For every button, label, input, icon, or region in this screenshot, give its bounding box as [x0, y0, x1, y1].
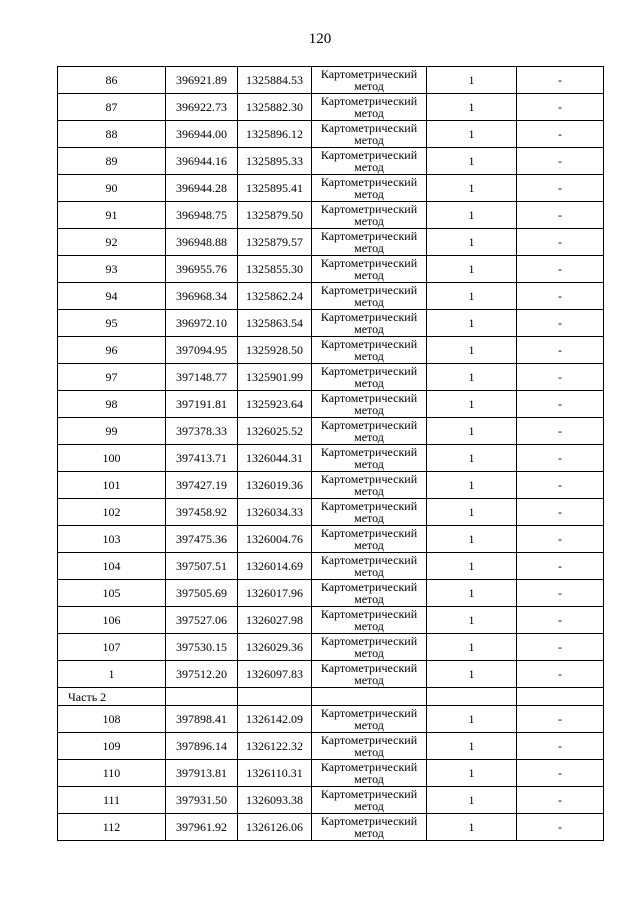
point-number-cell: 1: [58, 661, 166, 688]
method-cell: [312, 580, 427, 607]
method-cell: [312, 661, 427, 688]
description-cell: -: [517, 607, 604, 634]
method-cell: [312, 814, 427, 841]
description-cell: -: [517, 445, 604, 472]
x-coordinate-cell: 396948.88: [166, 229, 238, 256]
part-header-row: [58, 688, 604, 706]
x-coordinate-cell: 396921.89: [166, 67, 238, 94]
y-coordinate-cell: 1326025.52: [238, 418, 312, 445]
x-coordinate-cell: 397931.50: [166, 787, 238, 814]
y-coordinate-cell: 1325896.12: [238, 121, 312, 148]
table-row: [58, 148, 604, 175]
description-cell: -: [517, 706, 604, 733]
description-cell: -: [517, 760, 604, 787]
description-cell: -: [517, 283, 604, 310]
accuracy-cell: 1: [427, 445, 517, 472]
accuracy-cell: 1: [427, 148, 517, 175]
y-coordinate-cell: 1326014.69: [238, 553, 312, 580]
x-coordinate-cell: 396955.76: [166, 256, 238, 283]
method-text: Картометрический: [320, 283, 418, 297]
coordinates-table-body: [58, 67, 604, 841]
method-text: метод: [354, 79, 384, 93]
method-text: Картометрический: [320, 499, 418, 513]
y-coordinate-cell: 1326097.83: [238, 661, 312, 688]
method-text: Картометрический: [320, 787, 418, 801]
table-row: [58, 283, 604, 310]
point-number-cell: 87: [58, 94, 166, 121]
x-coordinate-cell: 397896.14: [166, 733, 238, 760]
method-text: Картометрический: [320, 229, 418, 243]
method-text: метод: [354, 160, 384, 174]
x-coordinate-cell: 397527.06: [166, 607, 238, 634]
description-cell: -: [517, 580, 604, 607]
accuracy-cell: 1: [427, 472, 517, 499]
method-text: Картометрический: [320, 634, 418, 648]
method-text: Картометрический: [320, 67, 418, 81]
point-number-cell: 88: [58, 121, 166, 148]
table-row: [58, 229, 604, 256]
x-coordinate-cell: 397961.92: [166, 814, 238, 841]
method-cell: [312, 787, 427, 814]
method-text: метод: [354, 268, 384, 282]
method-cell: [312, 733, 427, 760]
empty-cell: [517, 688, 604, 706]
empty-cell: [166, 688, 238, 706]
y-coordinate-cell: 1326034.33: [238, 499, 312, 526]
y-coordinate-cell: 1325855.30: [238, 256, 312, 283]
method-cell: [312, 706, 427, 733]
method-text: метод: [354, 826, 384, 840]
table-row: [58, 580, 604, 607]
method-text: Картометрический: [320, 310, 418, 324]
y-coordinate-cell: 1326019.36: [238, 472, 312, 499]
method-text: Картометрический: [320, 337, 418, 351]
table-row: [58, 175, 604, 202]
description-cell: -: [517, 202, 604, 229]
point-number-cell: 97: [58, 364, 166, 391]
y-coordinate-cell: 1325928.50: [238, 337, 312, 364]
method-cell: [312, 607, 427, 634]
method-cell: [312, 175, 427, 202]
x-coordinate-cell: 397378.33: [166, 418, 238, 445]
x-coordinate-cell: 396972.10: [166, 310, 238, 337]
x-coordinate-cell: 397512.20: [166, 661, 238, 688]
table-row: [58, 760, 604, 787]
method-text: метод: [354, 745, 384, 759]
method-text: метод: [354, 133, 384, 147]
method-text: метод: [354, 538, 384, 552]
method-text: Картометрический: [320, 445, 418, 459]
method-cell: [312, 202, 427, 229]
method-cell: [312, 256, 427, 283]
table-row: [58, 814, 604, 841]
method-text: метод: [354, 430, 384, 444]
point-number-cell: 101: [58, 472, 166, 499]
method-text: метод: [354, 322, 384, 336]
method-text: Картометрический: [320, 760, 418, 774]
method-text: метод: [354, 718, 384, 732]
y-coordinate-cell: 1326027.98: [238, 607, 312, 634]
x-coordinate-cell: 396968.34: [166, 283, 238, 310]
description-cell: -: [517, 337, 604, 364]
table-row: [58, 202, 604, 229]
accuracy-cell: 1: [427, 364, 517, 391]
x-coordinate-cell: 397427.19: [166, 472, 238, 499]
point-number-cell: 98: [58, 391, 166, 418]
method-cell: [312, 148, 427, 175]
x-coordinate-cell: 396948.75: [166, 202, 238, 229]
accuracy-cell: 1: [427, 760, 517, 787]
method-text: метод: [354, 565, 384, 579]
point-number-cell: 107: [58, 634, 166, 661]
accuracy-cell: 1: [427, 814, 517, 841]
y-coordinate-cell: 1325863.54: [238, 310, 312, 337]
table-row: [58, 661, 604, 688]
table-row: [58, 445, 604, 472]
y-coordinate-cell: 1326029.36: [238, 634, 312, 661]
method-text: метод: [354, 484, 384, 498]
description-cell: -: [517, 472, 604, 499]
accuracy-cell: 1: [427, 202, 517, 229]
description-cell: -: [517, 121, 604, 148]
accuracy-cell: 1: [427, 733, 517, 760]
method-cell: [312, 310, 427, 337]
y-coordinate-cell: 1326093.38: [238, 787, 312, 814]
method-text: метод: [354, 799, 384, 813]
table-row: [58, 121, 604, 148]
method-cell: [312, 121, 427, 148]
method-cell: [312, 634, 427, 661]
x-coordinate-cell: 397507.51: [166, 553, 238, 580]
method-text: Картометрический: [320, 391, 418, 405]
accuracy-cell: 1: [427, 310, 517, 337]
accuracy-cell: 1: [427, 175, 517, 202]
point-number-cell: 102: [58, 499, 166, 526]
method-text: Картометрический: [320, 661, 418, 675]
accuracy-cell: 1: [427, 607, 517, 634]
accuracy-cell: 1: [427, 67, 517, 94]
description-cell: -: [517, 499, 604, 526]
accuracy-cell: 1: [427, 256, 517, 283]
method-text: метод: [354, 295, 384, 309]
y-coordinate-cell: 1326017.96: [238, 580, 312, 607]
accuracy-cell: 1: [427, 229, 517, 256]
method-cell: [312, 94, 427, 121]
y-coordinate-cell: 1326142.09: [238, 706, 312, 733]
point-number-cell: 100: [58, 445, 166, 472]
empty-cell: [427, 688, 517, 706]
table-row: [58, 472, 604, 499]
table-row: [58, 706, 604, 733]
accuracy-cell: 1: [427, 580, 517, 607]
table-row: [58, 418, 604, 445]
accuracy-cell: 1: [427, 706, 517, 733]
y-coordinate-cell: 1325879.50: [238, 202, 312, 229]
description-cell: -: [517, 148, 604, 175]
method-text: метод: [354, 457, 384, 471]
y-coordinate-cell: 1325923.64: [238, 391, 312, 418]
y-coordinate-cell: 1325895.41: [238, 175, 312, 202]
method-text: метод: [354, 619, 384, 633]
method-text: Картометрический: [320, 733, 418, 747]
point-number-cell: 94: [58, 283, 166, 310]
method-text: Картометрический: [320, 94, 418, 108]
description-cell: -: [517, 634, 604, 661]
method-cell: [312, 364, 427, 391]
method-text: Картометрический: [320, 202, 418, 216]
accuracy-cell: 1: [427, 634, 517, 661]
point-number-cell: 92: [58, 229, 166, 256]
description-cell: -: [517, 175, 604, 202]
method-text: Картометрический: [320, 364, 418, 378]
y-coordinate-cell: 1325901.99: [238, 364, 312, 391]
x-coordinate-cell: 396944.28: [166, 175, 238, 202]
method-cell: [312, 553, 427, 580]
method-text: метод: [354, 511, 384, 525]
method-text: метод: [354, 403, 384, 417]
x-coordinate-cell: 397148.77: [166, 364, 238, 391]
description-cell: -: [517, 418, 604, 445]
method-text: Картометрический: [320, 121, 418, 135]
x-coordinate-cell: 397530.15: [166, 634, 238, 661]
method-text: Картометрический: [320, 526, 418, 540]
y-coordinate-cell: 1325882.30: [238, 94, 312, 121]
point-number-cell: 99: [58, 418, 166, 445]
method-cell: [312, 283, 427, 310]
method-text: Картометрический: [320, 580, 418, 594]
method-text: метод: [354, 349, 384, 363]
x-coordinate-cell: 397458.92: [166, 499, 238, 526]
y-coordinate-cell: 1325862.24: [238, 283, 312, 310]
point-number-cell: 93: [58, 256, 166, 283]
table-row: [58, 553, 604, 580]
y-coordinate-cell: 1325895.33: [238, 148, 312, 175]
accuracy-cell: 1: [427, 94, 517, 121]
method-text: Картометрический: [320, 553, 418, 567]
accuracy-cell: 1: [427, 787, 517, 814]
y-coordinate-cell: 1326110.31: [238, 760, 312, 787]
method-cell: [312, 499, 427, 526]
method-text: Картометрический: [320, 148, 418, 162]
point-number-cell: 95: [58, 310, 166, 337]
description-cell: -: [517, 526, 604, 553]
table-row: [58, 256, 604, 283]
y-coordinate-cell: 1326126.06: [238, 814, 312, 841]
method-text: метод: [354, 187, 384, 201]
table-row: [58, 67, 604, 94]
method-text: метод: [354, 646, 384, 660]
accuracy-cell: 1: [427, 121, 517, 148]
table-row: [58, 607, 604, 634]
method-cell: [312, 445, 427, 472]
method-text: метод: [354, 673, 384, 687]
table-row: [58, 391, 604, 418]
accuracy-cell: 1: [427, 391, 517, 418]
description-cell: -: [517, 661, 604, 688]
method-text: Картометрический: [320, 418, 418, 432]
point-number-cell: 111: [58, 787, 166, 814]
accuracy-cell: 1: [427, 418, 517, 445]
description-cell: -: [517, 553, 604, 580]
coordinates-table: [57, 66, 604, 841]
method-cell: [312, 760, 427, 787]
accuracy-cell: 1: [427, 283, 517, 310]
table-row: [58, 337, 604, 364]
description-cell: -: [517, 391, 604, 418]
table-row: [58, 364, 604, 391]
accuracy-cell: 1: [427, 553, 517, 580]
y-coordinate-cell: 1326044.31: [238, 445, 312, 472]
point-number-cell: 106: [58, 607, 166, 634]
point-number-cell: 90: [58, 175, 166, 202]
part-label: Часть 2: [58, 688, 166, 706]
method-text: Картометрический: [320, 814, 418, 828]
table-row: [58, 526, 604, 553]
y-coordinate-cell: 1325884.53: [238, 67, 312, 94]
table-row: [58, 634, 604, 661]
point-number-cell: 112: [58, 814, 166, 841]
accuracy-cell: 1: [427, 499, 517, 526]
description-cell: -: [517, 814, 604, 841]
point-number-cell: 105: [58, 580, 166, 607]
table-row: [58, 499, 604, 526]
x-coordinate-cell: 397413.71: [166, 445, 238, 472]
empty-cell: [238, 688, 312, 706]
description-cell: -: [517, 67, 604, 94]
table-row: [58, 310, 604, 337]
x-coordinate-cell: 397913.81: [166, 760, 238, 787]
description-cell: -: [517, 310, 604, 337]
description-cell: -: [517, 229, 604, 256]
x-coordinate-cell: 396944.16: [166, 148, 238, 175]
method-cell: [312, 472, 427, 499]
point-number-cell: 86: [58, 67, 166, 94]
accuracy-cell: 1: [427, 337, 517, 364]
point-number-cell: 108: [58, 706, 166, 733]
table-row: [58, 733, 604, 760]
description-cell: -: [517, 787, 604, 814]
point-number-cell: 96: [58, 337, 166, 364]
accuracy-cell: 1: [427, 661, 517, 688]
x-coordinate-cell: 397475.36: [166, 526, 238, 553]
method-text: Картометрический: [320, 175, 418, 189]
method-cell: [312, 337, 427, 364]
x-coordinate-cell: 397191.81: [166, 391, 238, 418]
method-cell: [312, 67, 427, 94]
table-row: [58, 787, 604, 814]
page-number: 120: [308, 31, 332, 47]
method-text: метод: [354, 106, 384, 120]
x-coordinate-cell: 397898.41: [166, 706, 238, 733]
x-coordinate-cell: 397505.69: [166, 580, 238, 607]
x-coordinate-cell: 397094.95: [166, 337, 238, 364]
point-number-cell: 110: [58, 760, 166, 787]
point-number-cell: 109: [58, 733, 166, 760]
method-text: метод: [354, 376, 384, 390]
y-coordinate-cell: 1325879.57: [238, 229, 312, 256]
point-number-cell: 91: [58, 202, 166, 229]
description-cell: -: [517, 256, 604, 283]
method-text: Картометрический: [320, 607, 418, 621]
method-text: метод: [354, 241, 384, 255]
description-cell: -: [517, 733, 604, 760]
x-coordinate-cell: 396922.73: [166, 94, 238, 121]
x-coordinate-cell: 396944.00: [166, 121, 238, 148]
method-text: Картометрический: [320, 256, 418, 270]
point-number-cell: 103: [58, 526, 166, 553]
accuracy-cell: 1: [427, 526, 517, 553]
y-coordinate-cell: 1326004.76: [238, 526, 312, 553]
point-number-cell: 89: [58, 148, 166, 175]
method-text: метод: [354, 214, 384, 228]
method-text: Картометрический: [320, 706, 418, 720]
y-coordinate-cell: 1326122.32: [238, 733, 312, 760]
empty-cell: [312, 688, 427, 706]
method-text: Картометрический: [320, 472, 418, 486]
table-row: [58, 94, 604, 121]
method-cell: [312, 229, 427, 256]
method-cell: [312, 391, 427, 418]
method-text: метод: [354, 592, 384, 606]
description-cell: -: [517, 94, 604, 121]
method-cell: [312, 526, 427, 553]
description-cell: -: [517, 364, 604, 391]
point-number-cell: 104: [58, 553, 166, 580]
method-cell: [312, 418, 427, 445]
method-text: метод: [354, 772, 384, 786]
